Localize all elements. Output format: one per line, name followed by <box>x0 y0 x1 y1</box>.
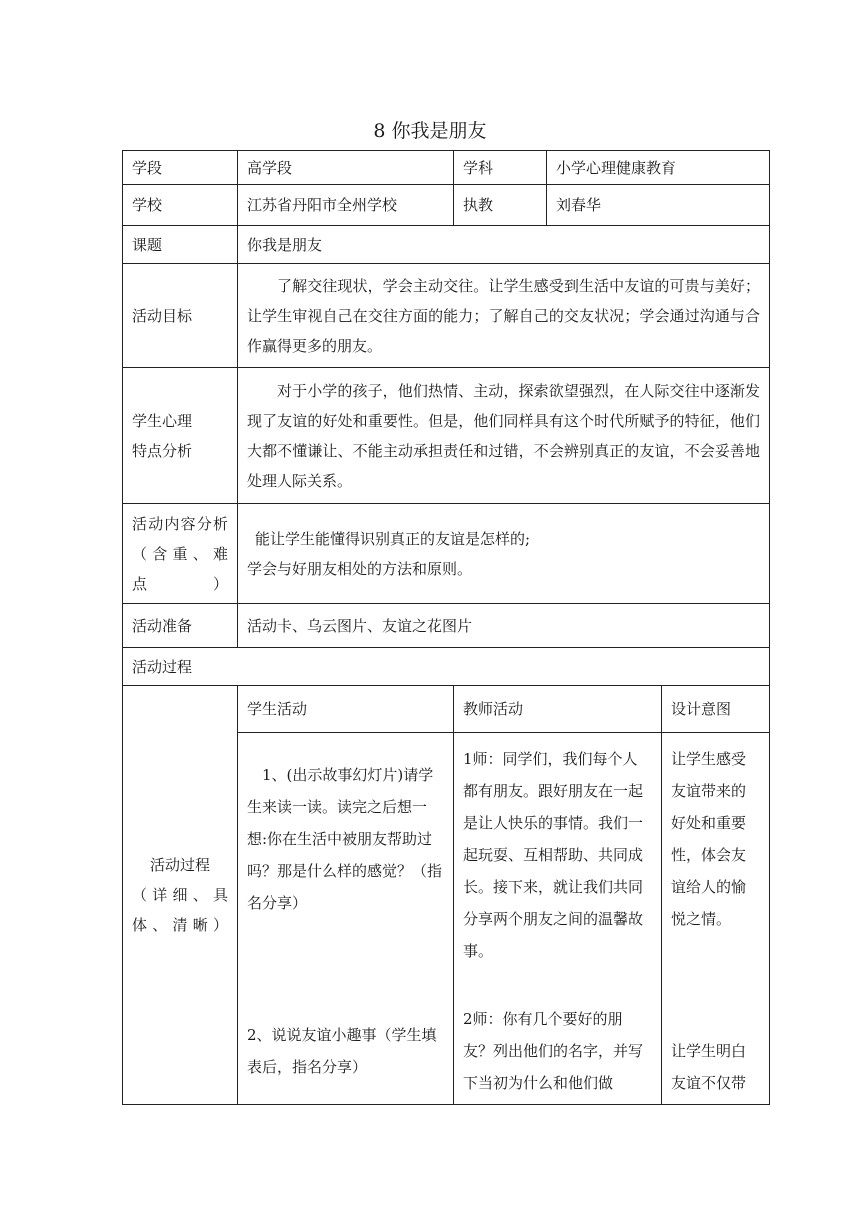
goal-label: 活动目标 <box>123 264 238 368</box>
stage-value: 高学段 <box>238 151 454 185</box>
prep-value: 活动卡、乌云图片、友谊之花图片 <box>238 604 770 648</box>
psych-label-line-2: 特点分析 <box>132 441 193 460</box>
subject-value: 小学心理健康教育 <box>547 151 770 185</box>
psych-label-line-1: 学生心理 <box>132 411 193 430</box>
goal-text: 了解交往现状，学会主动交往。让学生感受到生活中友谊的可贵与美好；让学生审视自己在交往方面的能力；了解自己的交友状况；学会通过沟通与合作赢得更多的朋友。 <box>238 264 770 368</box>
row-goal <box>123 264 770 368</box>
stage-label: 学段 <box>123 151 238 185</box>
teacher-activity-cell <box>454 733 662 1105</box>
content-line-1: 能让学生能懂得识别真正的友谊是怎样的; <box>255 529 531 548</box>
student-activity-cell <box>238 733 454 1105</box>
content-label: 活动内容分析（含重、难点） <box>123 504 238 604</box>
process-side-label-line-1: 活动过程 <box>149 856 210 874</box>
row-psych <box>123 368 770 504</box>
process-side-label <box>123 686 238 1105</box>
content-line-2: 学会与好朋友相处的方法和原则。 <box>247 559 473 578</box>
teacher-value: 刘春华 <box>547 185 770 226</box>
document-title: 8 你我是朋友 <box>373 120 487 142</box>
teacher-activity-2: 2师：你有几个要好的朋友？列出他们的名字，并写下当初为什么和他们做 <box>463 1009 644 1092</box>
col-design-intent: 设计意图 <box>662 686 770 733</box>
teacher-label: 执教 <box>454 185 547 226</box>
design-intent-cell <box>662 733 770 1105</box>
lesson-plan-table <box>122 150 770 1105</box>
process-side-label-line-2: （详细、具体、清晰） <box>132 886 228 934</box>
student-activity-2: 2、说说友谊小趣事（学生填表后，指名分享） <box>247 1025 437 1076</box>
row-prep <box>123 604 770 648</box>
subject-label: 学科 <box>454 151 547 185</box>
student-activity-1: 1、(出示故事幻灯片)请学生来读一读。读完之后想一想:你在生活中被朋友帮助过吗？那是什么样的感觉？（指名分享） <box>247 765 443 912</box>
topic-value: 你我是朋友 <box>238 226 770 264</box>
design-intent-2: 让学生明白友谊不仅带 <box>671 1041 747 1092</box>
school-label: 学校 <box>123 185 238 226</box>
psych-text: 对于小学的孩子，他们热情、主动，探索欲望强烈，在人际交往中逐渐发现了友谊的好处和重要性。但是，他们同样具有这个时代所赋予的特征，他们大都不懂谦让、不能主动承担责任和过错，不会辨别真正的友谊，不会妥善地处理人际关系。 <box>238 368 770 504</box>
psych-label <box>123 368 238 504</box>
process-header: 活动过程 <box>123 648 770 686</box>
row-process-columns <box>123 686 770 733</box>
row-school <box>123 185 770 226</box>
row-stage <box>123 151 770 185</box>
prep-label: 活动准备 <box>123 604 238 648</box>
col-student-activity: 学生活动 <box>238 686 454 733</box>
topic-label: 课题 <box>123 226 238 264</box>
col-teacher-activity: 教师活动 <box>454 686 662 733</box>
row-content <box>123 504 770 604</box>
teacher-activity-1: 1师：同学们，我们每个人都有朋友。跟好朋友在一起是让人快乐的事情。我们一起玩耍、互相帮助、共同成长。接下来，就让我们共同分享两个朋友之间的温馨故事。 <box>463 749 644 960</box>
row-process-header <box>123 648 770 686</box>
school-value: 江苏省丹阳市全州学校 <box>238 185 454 226</box>
design-intent-1: 让学生感受友谊带来的好处和重要性，体会友谊给人的愉悦之情。 <box>671 749 747 928</box>
row-topic <box>123 226 770 264</box>
content-text <box>238 504 770 604</box>
